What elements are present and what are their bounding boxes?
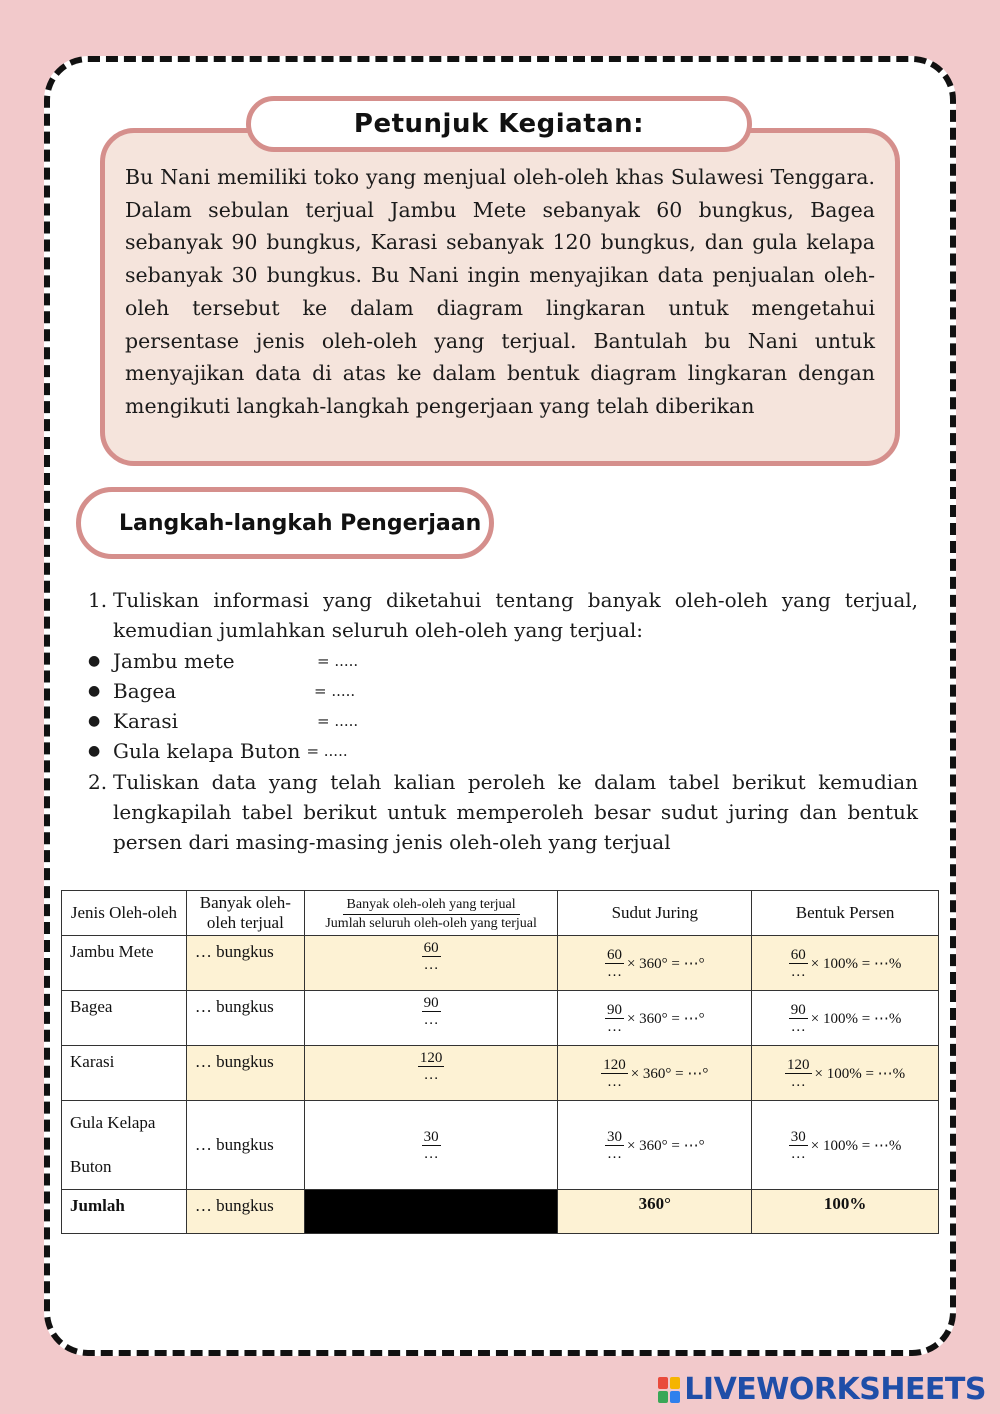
header-banyak: Banyak oleh-oleh terjual [186,891,304,936]
bullet-icon: ● [88,652,101,669]
item-blank: = ..... [314,681,356,700]
percent-cell [752,991,939,1046]
bullet-icon: ● [88,743,101,760]
degree-expression[interactable]: × 360° = ⋯° [626,955,705,972]
step-text: Tuliskan data yang telah kalian peroleh ke dalam tabel berikut kemudian lengkapilah tabel berikut untuk memperoleh besar sudut juring dan bentuk persen dari masing-masing jenis oleh-oleh yang terjual [113,769,918,855]
steps-title: Langkah-langkah Pengerjaan [119,510,482,536]
instructions-text: Bu Nani memiliki toko yang menjual oleh-oleh khas Sulawesi Tenggara. Dalam sebulan terjual Jambu Mete sebanyak 60 bungkus, Bagea sebanyak 90 bungkus, Karasi sebanyak 120 bungkus, dan gula kelapa sebanyak 30 bungkus. Bu Nani ingin menyajikan data penjualan oleh-oleh tersebut ke dalam diagram lingkaran untuk mengetahui persentase jenis oleh-oleh yang terjual. Bantulah bu Nani untuk menyajikan data di atas ke dalam bentuk diagram lingkaran dengan mengikuti langkah-langkah pengerjaan yang telah diberikan [125,165,875,418]
fraction-numerator: 60 [606,946,622,963]
steps-pill [76,487,494,559]
item-label: Bagea [113,678,177,703]
percent-expression[interactable]: × 100% = ⋯% [810,1137,902,1154]
table-total-row [62,1190,939,1234]
total-degree: 360° [558,1190,752,1234]
fraction-numerator: 30 [790,1128,806,1145]
row-name: Karasi [62,1046,187,1101]
table-row [62,1046,939,1101]
list-item [88,736,918,766]
fraction-numerator: 120 [419,1050,443,1066]
fraction-denominator-input[interactable]: … [790,1018,806,1035]
item-blank: = ..... [317,712,359,731]
fraction-numerator: 30 [423,1128,439,1145]
degree-cell [558,1046,752,1101]
row-name [62,1101,187,1190]
item-label: Gula kelapa Buton [113,739,301,764]
step-text: Tuliskan informasi yang diketahui tentang banyak oleh-oleh yang terjual, kemudian jumlahkan seluruh oleh-oleh yang terjual: [113,588,918,643]
fraction-numerator: 60 [790,946,806,963]
fraction-denominator-input[interactable]: … [790,963,806,980]
table-row [62,1101,939,1190]
bullet-icon: ● [88,713,101,730]
row-name-line: Gula Kelapa [70,1113,156,1132]
ratio-cell [304,1101,558,1190]
table-row [62,991,939,1046]
percent-cell [752,1101,939,1190]
total-percent: 100% [752,1190,939,1234]
row-name: Jambu Mete [62,936,187,991]
percent-cell [752,936,939,991]
ratio-cell [304,1046,558,1101]
item-blank: = ..... [306,742,348,761]
amount-input[interactable]: … bungkus [186,1101,304,1190]
fraction-numerator: 90 [790,1001,806,1018]
percent-expression[interactable]: × 100% = ⋯% [810,955,902,972]
step-number: 1. [88,588,108,612]
row-name-line: Buton [70,1157,112,1176]
total-amount-input[interactable]: … bungkus [186,1190,304,1234]
ratio-cell [304,936,558,991]
amount-input[interactable]: … bungkus [186,936,304,991]
row-name: Bagea [62,991,187,1046]
header-ratio [304,891,558,936]
fraction-numerator: 90 [606,1001,622,1018]
degree-cell [558,1101,752,1190]
bullet-icon: ● [88,682,101,699]
fraction-denominator-input[interactable]: … [423,1145,439,1162]
fraction-numerator: 30 [606,1128,622,1145]
item-blank: = ..... [317,651,359,670]
degree-cell [558,936,752,991]
item-label: Karasi [113,709,179,734]
header-persen: Bentuk Persen [752,891,939,936]
fraction-numerator: 60 [423,940,439,956]
amount-input[interactable]: … bungkus [186,991,304,1046]
step-2 [88,767,918,858]
header-ratio-denominator: Jumlah seluruh oleh-oleh yang terjual [325,916,537,931]
fraction-denominator-input[interactable]: … [790,1145,806,1162]
ratio-cell [304,991,558,1046]
step-1 [88,585,918,646]
percent-expression[interactable]: × 100% = ⋯% [810,1010,902,1027]
fraction-numerator: 90 [423,995,439,1011]
degree-expression[interactable]: × 360° = ⋯° [626,1137,705,1154]
percent-cell [752,1046,939,1101]
degree-expression[interactable]: × 360° = ⋯° [630,1065,709,1082]
fraction-denominator-input[interactable]: … [423,957,439,973]
list-item [88,646,918,676]
steps-list [88,585,918,858]
fraction-denominator-input[interactable]: … [423,1012,439,1028]
header-sudut: Sudut Juring [558,891,752,936]
logo-text: LIVEWORKSHEETS [684,1372,986,1407]
header-ratio-numerator: Banyak oleh-oleh yang terjual [343,896,520,915]
degree-expression[interactable]: × 360° = ⋯° [626,1010,705,1027]
fraction-denominator-input[interactable]: … [606,1145,622,1162]
fraction-denominator-input[interactable]: … [790,1073,806,1090]
header-jenis: Jenis Oleh-oleh [62,891,187,936]
title-pill [246,96,752,152]
fraction-denominator-input[interactable]: … [423,1067,439,1083]
blacked-out-cell [304,1190,558,1234]
fraction-denominator-input[interactable]: … [606,963,622,980]
list-item [88,706,918,736]
percent-expression[interactable]: × 100% = ⋯% [814,1065,906,1082]
list-item [88,676,918,706]
data-table [61,890,939,1234]
liveworksheets-logo [658,1372,986,1407]
step-number: 2. [88,769,108,794]
fraction-denominator-input[interactable]: … [606,1018,622,1035]
fraction-numerator: 120 [787,1056,810,1073]
instructions-box [100,128,900,466]
fraction-numerator: 120 [603,1056,626,1073]
total-label: Jumlah [62,1190,187,1234]
item-label: Jambu mete [113,648,235,673]
page-title: Petunjuk Kegiatan: [353,109,645,139]
fraction-denominator-input[interactable]: … [606,1073,622,1090]
degree-cell [558,991,752,1046]
table-row [62,936,939,991]
table-header-row [62,891,939,936]
liveworksheets-logo-icon [658,1377,680,1403]
amount-input[interactable]: … bungkus [186,1046,304,1101]
